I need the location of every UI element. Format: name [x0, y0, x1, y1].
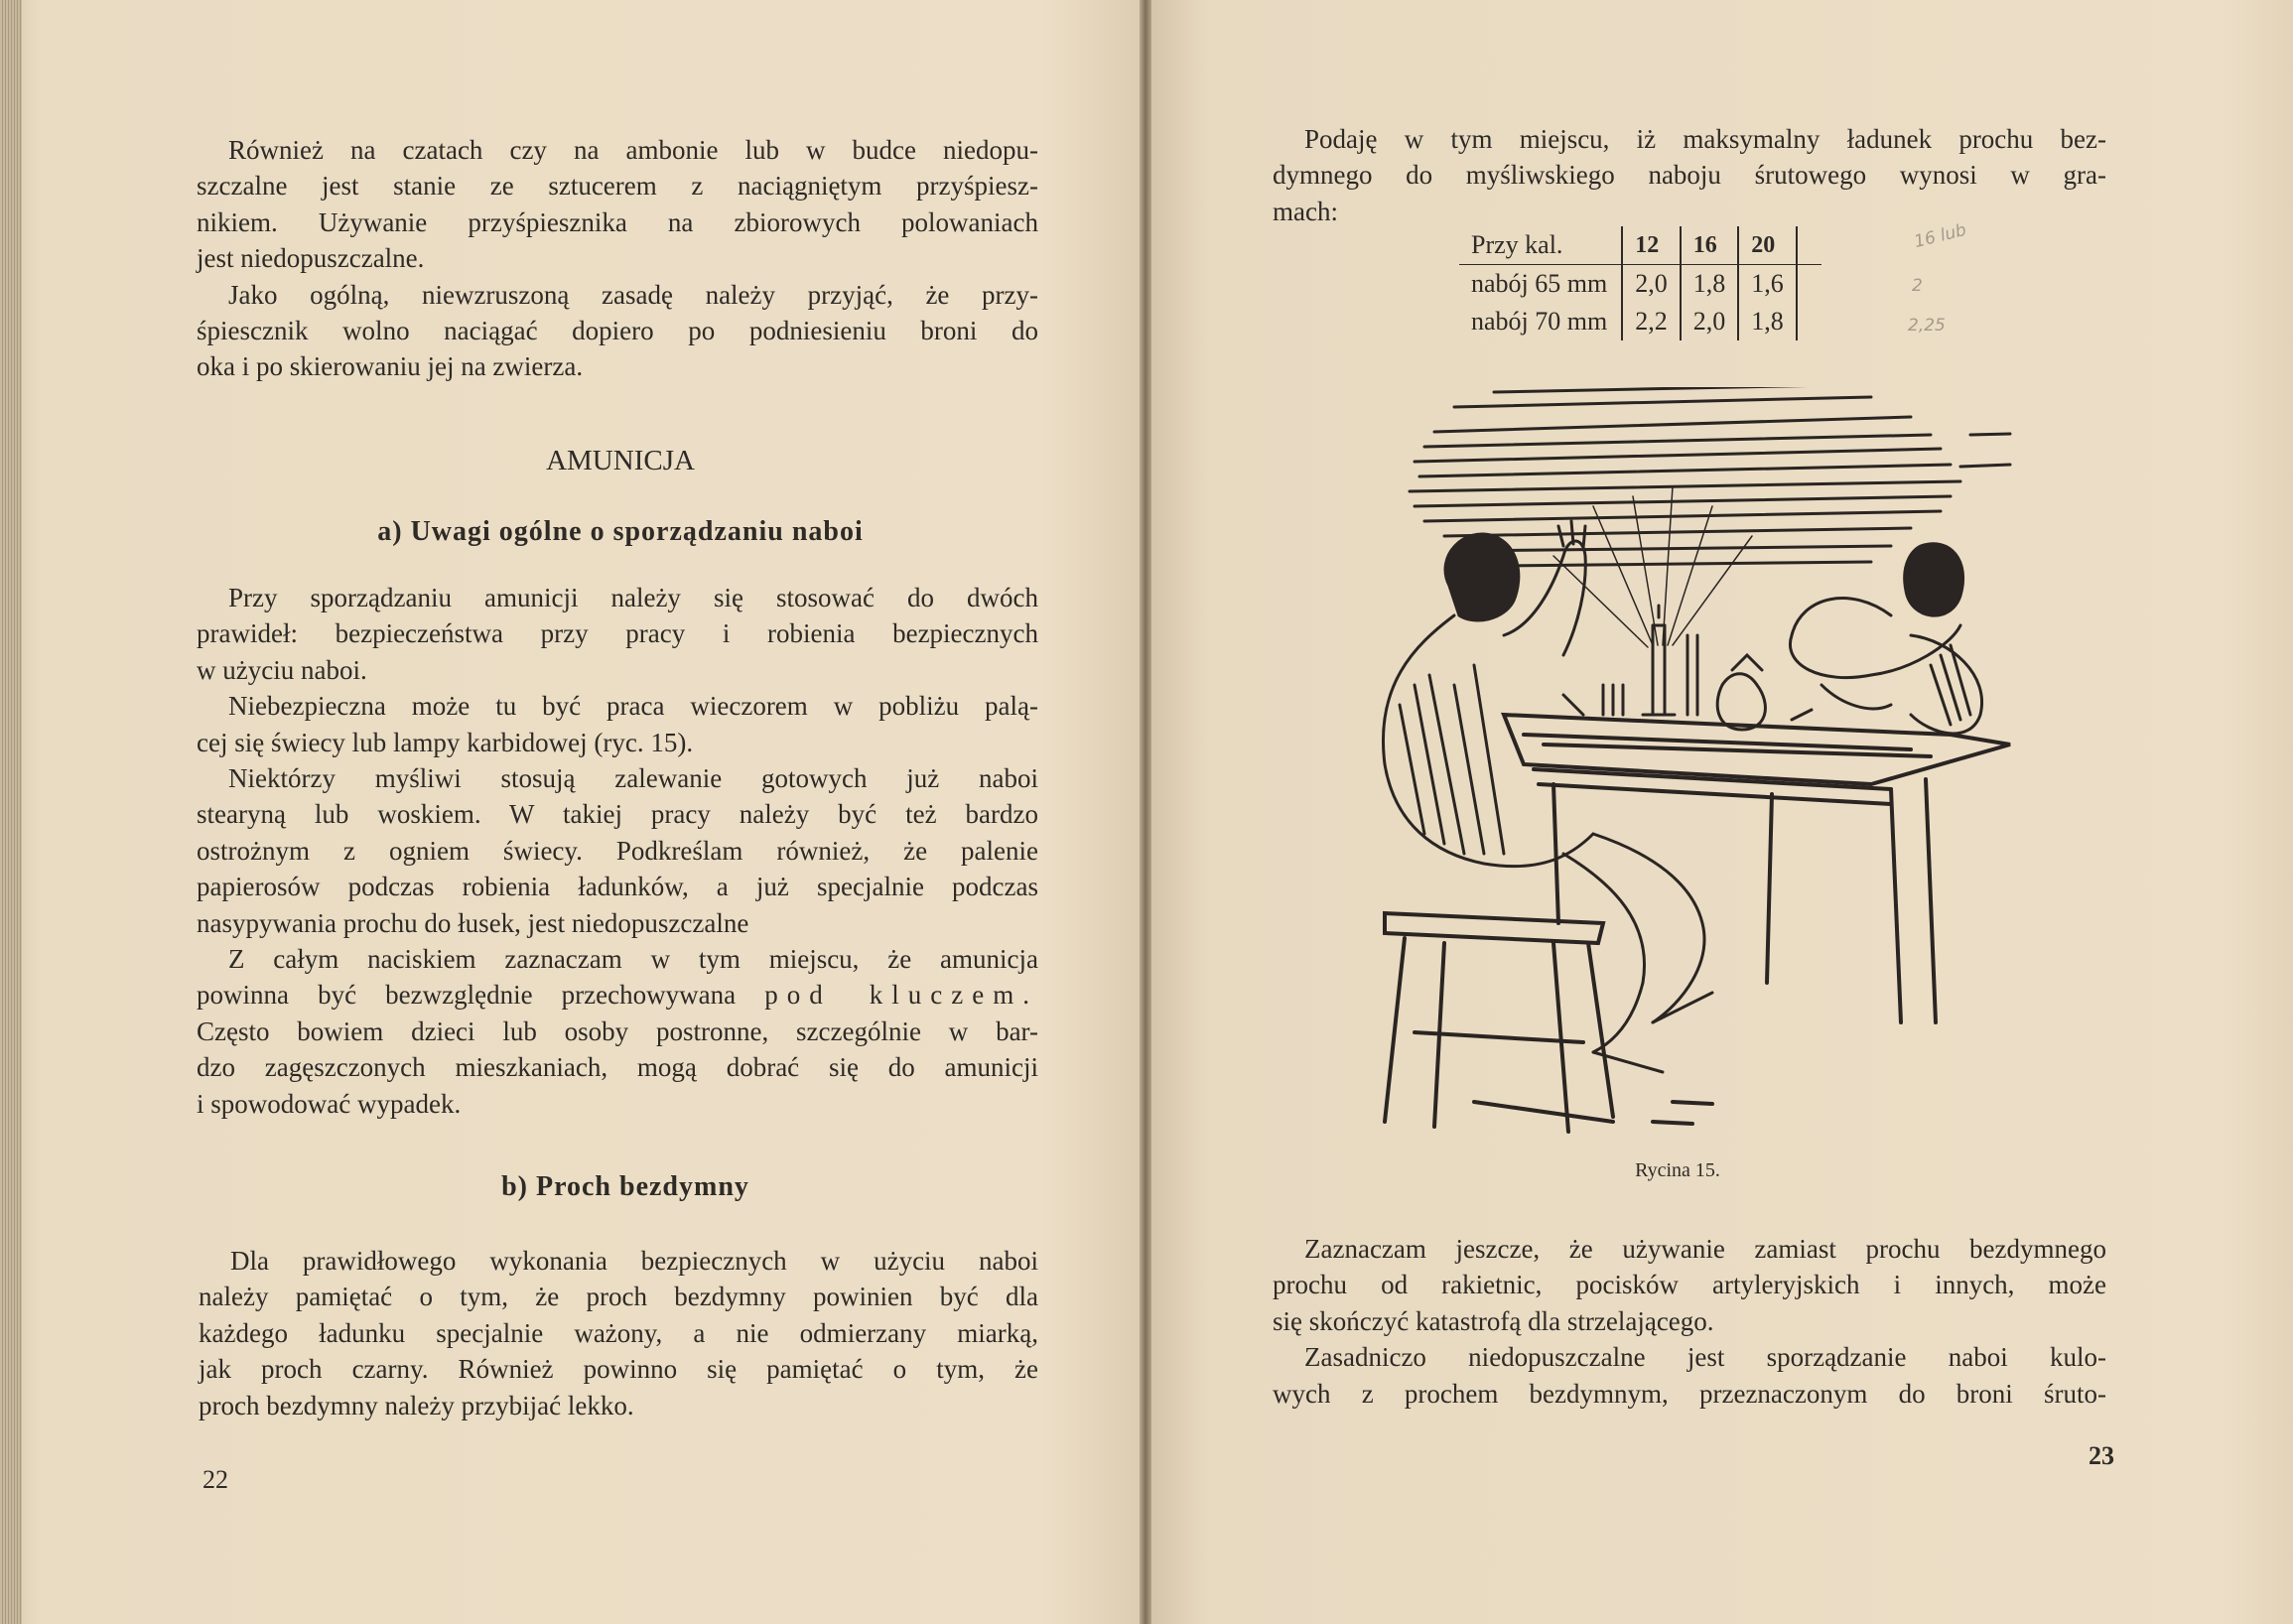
figure-caption: Rycina 15.	[1635, 1159, 1720, 1181]
text-line: Zaznaczam jeszcze, że używanie zamiast prochu bezdymnego	[1304, 1234, 2106, 1264]
table-cell: 1,6	[1738, 265, 1797, 304]
text-line: Dla prawidłowego wykonania bezpiecznych w użyciu naboi	[230, 1246, 1038, 1276]
text-line: nikiem. Używanie przyśpiesznika na zbiorowych polowaniach	[197, 206, 1038, 237]
caliber-header: 20	[1738, 226, 1797, 265]
man-right	[1790, 544, 1981, 734]
section-b-heading	[417, 1171, 834, 1203]
chapter-heading: AMUNICJA	[546, 445, 695, 476]
text-line: mach:	[1273, 196, 1338, 226]
text-line: prochu od rakietnic, pocisków artyleryjskich i innych, może	[1273, 1270, 2106, 1300]
text-line: stearyną lub woskiem. W takiej pracy należy być też bardzo	[197, 799, 1038, 830]
table-cell: 1,8	[1738, 303, 1797, 340]
text-line: jest niedopuszczalne.	[197, 243, 425, 274]
text-line: każdego ładunku specjalnie ważony, a nie odmierzany miarką,	[199, 1317, 1038, 1348]
page-edges	[0, 0, 22, 1624]
right-intro-text	[1273, 121, 2106, 229]
caliber-header: 12	[1622, 226, 1681, 265]
section-b-text	[199, 1243, 1038, 1423]
pencil-note: 16 lub	[1912, 219, 1968, 253]
table	[1504, 715, 2010, 1022]
candle-light-rays	[1553, 486, 1752, 647]
man-seated	[1383, 521, 1712, 1072]
pencil-note: 2,25	[1908, 316, 1946, 336]
text-line: Zasadniczo niedopuszczalne jest sporządzanie naboi kulo-	[1304, 1342, 2106, 1373]
text-line: ostrożnym z ogniem świecy. Podkreślam również, że palenie	[197, 835, 1038, 866]
book-gutter	[1140, 0, 1151, 1624]
table-cell: 1,8	[1681, 265, 1739, 304]
text-line: wych z prochem bezdymnym, przeznaczonym do broni śruto-	[1273, 1378, 2106, 1409]
text-line: jak proch czarny. Również powinno się pamiętać o tym, że	[199, 1354, 1038, 1385]
section-a-text	[197, 580, 1038, 1122]
stool	[1385, 913, 1712, 1132]
page-number-right: 23	[2089, 1441, 2114, 1470]
text-line: Przy sporządzaniu amunicji należy się stosować do dwóch	[228, 583, 1038, 612]
right-outro-text	[1273, 1231, 2106, 1412]
text-line: w użyciu naboi.	[197, 654, 367, 685]
text-line: Podaję w tym miejscu, iż maksymalny ładunek prochu bez-	[1304, 124, 2106, 154]
caliber-header: 16	[1681, 226, 1739, 265]
text-line: śpiescznik wolno naciągać dopiero po podniesieniu broni do	[197, 316, 1038, 346]
pencil-note: 2	[1912, 276, 1923, 296]
text-line: Niektórzy myśliwi stosują zalewanie gotowych już naboi	[228, 763, 1038, 794]
text-line: papierosów podczas robienia ładunków, a już specjalnie podczas	[197, 872, 1038, 902]
text-line: Często bowiem dzieci lub osoby postronne, szczególnie w bar-	[197, 1015, 1038, 1046]
text-line: szczalne jest stanie ze sztucerem z naciągniętym przyśpiesz-	[197, 171, 1038, 202]
spaced-emphasis: pod kluczem.	[764, 980, 1039, 1011]
text-line: Również na czatach czy na ambonie lub w budce niedopu-	[228, 135, 1038, 165]
text-line: dzo zagęszczonych mieszkaniach, mogą dobrać się do amunicji	[197, 1052, 1038, 1083]
row-label: nabój 65 mm	[1459, 265, 1622, 304]
text-line: oka i po skierowaniu jej na zwierza.	[197, 351, 584, 382]
section-a-title: a) Uwagi ogólne o sporządzaniu naboi	[377, 516, 864, 547]
illustration-men-making-cartridges	[1355, 387, 2040, 1142]
text-line: dymnego do myśliwskiego naboju śrutowego wynosi w gra-	[1273, 160, 2106, 191]
page-number-left: 22	[202, 1465, 228, 1494]
table-cell: 2,2	[1622, 303, 1681, 340]
left-intro-text	[197, 132, 1038, 385]
table-header-label: Przy kal.	[1471, 230, 1563, 259]
text-line: nasypywania prochu do łusek, jest niedopuszczalne	[197, 907, 749, 938]
text-line: należy pamiętać o tym, że proch bezdymny powinien być dla	[199, 1282, 1038, 1312]
section-b-title: b) Proch bezdymny	[501, 1171, 749, 1202]
text-segment: powinna być bezwzględnie przechowywana	[197, 980, 737, 1011]
table-cell: 2,0	[1681, 303, 1739, 340]
text-line: się skończyć katastrofą dla strzelającego.	[1273, 1305, 1714, 1336]
text-line: proch bezdymny należy przybijać lekko.	[199, 1390, 634, 1421]
text-line: i spowodować wypadek.	[197, 1088, 462, 1119]
text-line: Niebezpieczna może tu być praca wieczorem w pobliżu palą-	[228, 691, 1038, 722]
text-line: Z całym naciskiem zaznaczam w tym miejscu, że amunicja	[228, 944, 1038, 975]
powder-charge-table	[1459, 226, 1821, 340]
text-line: Jako ogólną, niewzruszoną zasadę należy przyjąć, że przy-	[228, 279, 1038, 310]
table-cell: 2,0	[1622, 265, 1681, 304]
text-line: cej się świecy lub lampy karbidowej (ryc. 15).	[197, 727, 694, 757]
text-line	[197, 977, 1038, 1013]
row-label: nabój 70 mm	[1471, 307, 1608, 336]
section-a-heading	[298, 516, 943, 548]
text-line: prawideł: bezpieczeństwa przy pracy i robienia bezpiecznych	[197, 618, 1038, 649]
